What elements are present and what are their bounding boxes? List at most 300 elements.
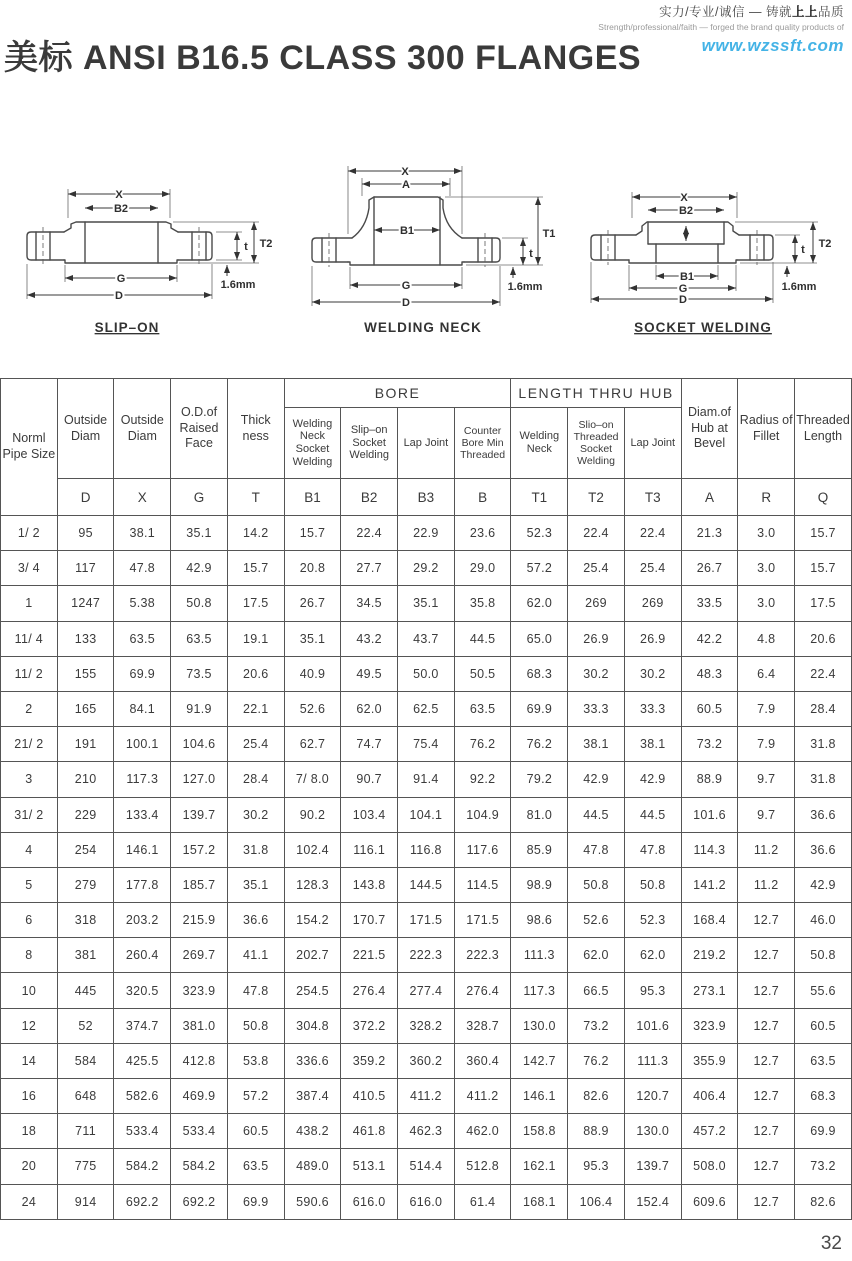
value-cell: 65.0 — [511, 621, 568, 656]
value-cell: 50.8 — [171, 586, 228, 621]
value-cell: 171.5 — [398, 903, 455, 938]
value-cell: 35.1 — [284, 621, 341, 656]
value-cell: 66.5 — [568, 973, 625, 1008]
letter-r: R — [738, 479, 795, 516]
value-cell: 533.4 — [114, 1114, 171, 1149]
value-cell: 79.2 — [511, 762, 568, 797]
value-cell: 47.8 — [114, 551, 171, 586]
value-cell: 26.9 — [568, 621, 625, 656]
value-cell: 336.6 — [284, 1043, 341, 1078]
value-cell: 35.1 — [171, 516, 228, 551]
value-cell: 101.6 — [681, 797, 738, 832]
socket-welding-dim-b1: B1 — [679, 271, 695, 283]
slip-on-dim-d: D — [115, 290, 123, 302]
value-cell: 273.1 — [681, 973, 738, 1008]
value-cell: 584.2 — [114, 1149, 171, 1184]
value-cell: 88.9 — [568, 1114, 625, 1149]
value-cell: 69.9 — [114, 656, 171, 691]
value-cell: 76.2 — [511, 727, 568, 762]
pipe-size-cell: 8 — [1, 938, 58, 973]
value-cell: 104.6 — [171, 727, 228, 762]
value-cell: 69.9 — [227, 1184, 284, 1219]
value-cell: 4.8 — [738, 621, 795, 656]
value-cell: 158.8 — [511, 1114, 568, 1149]
value-cell: 117.6 — [454, 832, 511, 867]
value-cell: 17.5 — [227, 586, 284, 621]
column-header-counter-bore: Counter Bore Min Threaded — [454, 408, 511, 479]
value-cell: 22.4 — [795, 656, 852, 691]
value-cell: 30.2 — [227, 797, 284, 832]
value-cell: 128.3 — [284, 867, 341, 902]
value-cell: 381.0 — [171, 1008, 228, 1043]
letter-t2: T2 — [568, 479, 625, 516]
value-cell: 120.7 — [624, 1079, 681, 1114]
value-cell: 445 — [57, 973, 114, 1008]
value-cell: 582.6 — [114, 1079, 171, 1114]
value-cell: 91.4 — [398, 762, 455, 797]
value-cell: 3.0 — [738, 551, 795, 586]
value-cell: 69.9 — [511, 691, 568, 726]
value-cell: 62.0 — [624, 938, 681, 973]
value-cell: 260.4 — [114, 938, 171, 973]
group-header-bore: BORE — [284, 379, 511, 408]
value-cell: 711 — [57, 1114, 114, 1149]
value-cell: 372.2 — [341, 1008, 398, 1043]
value-cell: 15.7 — [795, 551, 852, 586]
value-cell: 111.3 — [624, 1043, 681, 1078]
letter-q: Q — [795, 479, 852, 516]
pipe-size-cell: 18 — [1, 1114, 58, 1149]
value-cell: 222.3 — [398, 938, 455, 973]
value-cell: 55.6 — [795, 973, 852, 1008]
socket-welding-dim-d: D — [679, 294, 687, 306]
value-cell: 152.4 — [624, 1184, 681, 1219]
value-cell: 42.9 — [171, 551, 228, 586]
value-cell: 462.3 — [398, 1114, 455, 1149]
value-cell: 30.2 — [624, 656, 681, 691]
value-cell: 411.2 — [398, 1079, 455, 1114]
value-cell: 584.2 — [171, 1149, 228, 1184]
table-row — [1, 1079, 852, 1114]
pipe-size-cell: 20 — [1, 1149, 58, 1184]
value-cell: 98.9 — [511, 867, 568, 902]
pipe-size-cell: 31/ 2 — [1, 797, 58, 832]
value-cell: 141.2 — [681, 867, 738, 902]
value-cell: 52 — [57, 1008, 114, 1043]
value-cell: 75.4 — [398, 727, 455, 762]
welding-neck-dim-d: D — [402, 297, 410, 309]
value-cell: 73.2 — [681, 727, 738, 762]
value-cell: 20.6 — [795, 621, 852, 656]
table-body — [1, 516, 852, 1220]
diagram-welding-neck — [312, 166, 555, 335]
value-cell: 57.2 — [227, 1079, 284, 1114]
value-cell: 36.6 — [227, 903, 284, 938]
value-cell: 43.7 — [398, 621, 455, 656]
value-cell: 25.4 — [568, 551, 625, 586]
socket-welding-dim-t: t — [801, 244, 805, 256]
value-cell: 457.2 — [681, 1114, 738, 1149]
value-cell: 90.2 — [284, 797, 341, 832]
table-row — [1, 832, 852, 867]
value-cell: 171.5 — [454, 903, 511, 938]
value-cell: 168.4 — [681, 903, 738, 938]
value-cell: 7.9 — [738, 691, 795, 726]
value-cell: 38.1 — [114, 516, 171, 551]
value-cell: 328.2 — [398, 1008, 455, 1043]
value-cell: 139.7 — [624, 1149, 681, 1184]
value-cell: 63.5 — [227, 1149, 284, 1184]
pipe-size-cell: 4 — [1, 832, 58, 867]
value-cell: 47.8 — [624, 832, 681, 867]
value-cell: 42.2 — [681, 621, 738, 656]
table-header — [1, 379, 852, 516]
value-cell: 36.6 — [795, 797, 852, 832]
value-cell: 9.7 — [738, 762, 795, 797]
value-cell: 323.9 — [681, 1008, 738, 1043]
value-cell: 14.2 — [227, 516, 284, 551]
value-cell: 144.5 — [398, 867, 455, 902]
value-cell: 62.7 — [284, 727, 341, 762]
socket-welding-dim-g: G — [678, 283, 688, 295]
value-cell: 33.3 — [624, 691, 681, 726]
pipe-size-cell: 3/ 4 — [1, 551, 58, 586]
value-cell: 76.2 — [454, 727, 511, 762]
value-cell: 82.6 — [568, 1079, 625, 1114]
value-cell: 84.1 — [114, 691, 171, 726]
value-cell: 95.3 — [568, 1149, 625, 1184]
value-cell: 52.3 — [624, 903, 681, 938]
value-cell: 269 — [624, 586, 681, 621]
group-header-length-thru-hub: LENGTH THRU HUB — [511, 379, 681, 408]
value-cell: 143.8 — [341, 867, 398, 902]
value-cell: 106.4 — [568, 1184, 625, 1219]
letter-b: B — [454, 479, 511, 516]
welding-neck-dim-g: G — [401, 280, 411, 292]
slip-on-dim-x: X — [115, 189, 123, 201]
value-cell: 15.7 — [284, 516, 341, 551]
value-cell: 461.8 — [341, 1114, 398, 1149]
value-cell: 114.3 — [681, 832, 738, 867]
column-header-slip-on-socket-welding: Slip–on Socket Welding — [341, 408, 398, 479]
value-cell: 74.7 — [341, 727, 398, 762]
table-row — [1, 973, 852, 1008]
value-cell: 425.5 — [114, 1043, 171, 1078]
column-header-od-raised-face: O.D.of Raised Face — [171, 379, 228, 479]
value-cell: 360.4 — [454, 1043, 511, 1078]
value-cell: 20.8 — [284, 551, 341, 586]
value-cell: 57.2 — [511, 551, 568, 586]
value-cell: 609.6 — [681, 1184, 738, 1219]
value-cell: 12.7 — [738, 938, 795, 973]
value-cell: 229 — [57, 797, 114, 832]
value-cell: 3.0 — [738, 586, 795, 621]
value-cell: 46.0 — [795, 903, 852, 938]
value-cell: 103.4 — [341, 797, 398, 832]
value-cell: 73.5 — [171, 656, 228, 691]
value-cell: 142.7 — [511, 1043, 568, 1078]
value-cell: 202.7 — [284, 938, 341, 973]
value-cell: 31.8 — [227, 832, 284, 867]
value-cell: 6.4 — [738, 656, 795, 691]
letter-t: T — [227, 479, 284, 516]
value-cell: 155 — [57, 656, 114, 691]
value-cell: 157.2 — [171, 832, 228, 867]
value-cell: 44.5 — [624, 797, 681, 832]
welding-neck-dim-b1: B1 — [399, 225, 415, 237]
value-cell: 12.7 — [738, 973, 795, 1008]
value-cell: 92.2 — [454, 762, 511, 797]
value-cell: 33.3 — [568, 691, 625, 726]
value-cell: 12.7 — [738, 1043, 795, 1078]
value-cell: 111.3 — [511, 938, 568, 973]
column-header-outside-diam-x: Outside Diam — [114, 379, 171, 479]
value-cell: 29.2 — [398, 551, 455, 586]
value-cell: 254 — [57, 832, 114, 867]
value-cell: 38.1 — [624, 727, 681, 762]
table-row — [1, 727, 852, 762]
value-cell: 12.7 — [738, 903, 795, 938]
table-row — [1, 586, 852, 621]
value-cell: 318 — [57, 903, 114, 938]
table-row — [1, 797, 852, 832]
value-cell: 462.0 — [454, 1114, 511, 1149]
brand-website: www.wzssft.com — [701, 36, 844, 56]
value-cell: 412.8 — [171, 1043, 228, 1078]
value-cell: 215.9 — [171, 903, 228, 938]
pipe-size-cell: 21/ 2 — [1, 727, 58, 762]
value-cell: 616.0 — [341, 1184, 398, 1219]
value-cell: 279 — [57, 867, 114, 902]
letter-b1: B1 — [284, 479, 341, 516]
pipe-size-cell: 24 — [1, 1184, 58, 1219]
value-cell: 162.1 — [511, 1149, 568, 1184]
value-cell: 60.5 — [227, 1114, 284, 1149]
value-cell: 35.1 — [398, 586, 455, 621]
column-header-radius-fillet: Radius of Fillet — [738, 379, 795, 479]
value-cell: 254.5 — [284, 973, 341, 1008]
pipe-size-cell: 16 — [1, 1079, 58, 1114]
value-cell: 17.5 — [795, 586, 852, 621]
value-cell: 104.1 — [398, 797, 455, 832]
table-row — [1, 1184, 852, 1219]
value-cell: 22.4 — [341, 516, 398, 551]
value-cell: 775 — [57, 1149, 114, 1184]
value-cell: 90.7 — [341, 762, 398, 797]
value-cell: 22.1 — [227, 691, 284, 726]
value-cell: 22.4 — [568, 516, 625, 551]
value-cell: 73.2 — [795, 1149, 852, 1184]
value-cell: 154.2 — [284, 903, 341, 938]
table-row — [1, 1008, 852, 1043]
value-cell: 23.6 — [454, 516, 511, 551]
value-cell: 47.8 — [568, 832, 625, 867]
value-cell: 88.9 — [681, 762, 738, 797]
value-cell: 406.4 — [681, 1079, 738, 1114]
value-cell: 514.4 — [398, 1149, 455, 1184]
value-cell: 42.9 — [795, 867, 852, 902]
value-cell: 63.5 — [454, 691, 511, 726]
value-cell: 50.8 — [568, 867, 625, 902]
value-cell: 25.4 — [624, 551, 681, 586]
slip-on-caption: SLIP–ON — [94, 320, 160, 335]
value-cell: 139.7 — [171, 797, 228, 832]
value-cell: 146.1 — [511, 1079, 568, 1114]
column-header-slio-on-threaded: Slio–on Threaded Socket Welding — [568, 408, 625, 479]
letter-t1: T1 — [511, 479, 568, 516]
welding-neck-dim-gasket: 1.6mm — [507, 281, 543, 293]
value-cell: 52.3 — [511, 516, 568, 551]
value-cell: 323.9 — [171, 973, 228, 1008]
pipe-size-cell: 14 — [1, 1043, 58, 1078]
value-cell: 360.2 — [398, 1043, 455, 1078]
pipe-size-cell: 11/ 4 — [1, 621, 58, 656]
value-cell: 62.0 — [568, 938, 625, 973]
value-cell: 7.9 — [738, 727, 795, 762]
value-cell: 533.4 — [171, 1114, 228, 1149]
value-cell: 31.8 — [795, 727, 852, 762]
value-cell: 50.8 — [227, 1008, 284, 1043]
value-cell: 11.2 — [738, 832, 795, 867]
value-cell: 60.5 — [795, 1008, 852, 1043]
value-cell: 117.3 — [511, 973, 568, 1008]
value-cell: 177.8 — [114, 867, 171, 902]
pipe-size-cell: 3 — [1, 762, 58, 797]
value-cell: 3.0 — [738, 516, 795, 551]
value-cell: 40.9 — [284, 656, 341, 691]
pipe-size-cell: 6 — [1, 903, 58, 938]
value-cell: 12.7 — [738, 1079, 795, 1114]
column-header-threaded-length: Threaded Length — [795, 379, 852, 479]
value-cell: 48.3 — [681, 656, 738, 691]
socket-welding-caption: SOCKET WELDING — [634, 320, 772, 335]
value-cell: 62.5 — [398, 691, 455, 726]
value-cell: 27.7 — [341, 551, 398, 586]
value-cell: 21.3 — [681, 516, 738, 551]
value-cell: 22.4 — [624, 516, 681, 551]
value-cell: 20.6 — [227, 656, 284, 691]
value-cell: 117.3 — [114, 762, 171, 797]
pipe-size-cell: 1 — [1, 586, 58, 621]
value-cell: 221.5 — [341, 938, 398, 973]
value-cell: 512.8 — [454, 1149, 511, 1184]
value-cell: 11.2 — [738, 867, 795, 902]
value-cell: 203.2 — [114, 903, 171, 938]
value-cell: 33.5 — [681, 586, 738, 621]
value-cell: 34.5 — [341, 586, 398, 621]
value-cell: 35.1 — [227, 867, 284, 902]
value-cell: 44.5 — [568, 797, 625, 832]
value-cell: 62.0 — [511, 586, 568, 621]
value-cell: 117 — [57, 551, 114, 586]
value-cell: 95 — [57, 516, 114, 551]
value-cell: 100.1 — [114, 727, 171, 762]
value-cell: 130.0 — [624, 1114, 681, 1149]
value-cell: 73.2 — [568, 1008, 625, 1043]
table-row — [1, 516, 852, 551]
flange-diagrams-figure — [0, 160, 852, 360]
pipe-size-cell: 5 — [1, 867, 58, 902]
value-cell: 41.1 — [227, 938, 284, 973]
value-cell: 28.4 — [795, 691, 852, 726]
value-cell: 269.7 — [171, 938, 228, 973]
value-cell: 25.4 — [227, 727, 284, 762]
value-cell: 410.5 — [341, 1079, 398, 1114]
value-cell: 127.0 — [171, 762, 228, 797]
table-row — [1, 691, 852, 726]
table-row — [1, 621, 852, 656]
letter-a: A — [681, 479, 738, 516]
table-row — [1, 656, 852, 691]
letter-g: G — [171, 479, 228, 516]
value-cell: 914 — [57, 1184, 114, 1219]
value-cell: 26.7 — [681, 551, 738, 586]
value-cell: 36.6 — [795, 832, 852, 867]
value-cell: 63.5 — [171, 621, 228, 656]
value-cell: 50.8 — [624, 867, 681, 902]
pipe-size-cell: 1/ 2 — [1, 516, 58, 551]
value-cell: 1247 — [57, 586, 114, 621]
value-cell: 38.1 — [568, 727, 625, 762]
value-cell: 63.5 — [114, 621, 171, 656]
value-cell: 12.7 — [738, 1114, 795, 1149]
diagram-socket-welding — [591, 192, 831, 335]
value-cell: 43.2 — [341, 621, 398, 656]
diagram-slip-on — [27, 189, 272, 335]
value-cell: 95.3 — [624, 973, 681, 1008]
page-title: 美标 ANSI B16.5 CLASS 300 FLANGES — [4, 39, 642, 77]
value-cell: 62.0 — [341, 691, 398, 726]
column-header-lap-joint-t3: Lap Joint — [624, 408, 681, 479]
column-header-welding-neck-t1: Welding Neck — [511, 408, 568, 479]
socket-welding-dim-t2: T2 — [818, 238, 832, 250]
value-cell: 52.6 — [284, 691, 341, 726]
table-row — [1, 551, 852, 586]
value-cell: 219.2 — [681, 938, 738, 973]
brand-name: 上上 — [791, 5, 818, 19]
value-cell: 49.5 — [341, 656, 398, 691]
column-header-welding-neck-socket-welding: Welding Neck Socket Welding — [284, 408, 341, 479]
value-cell: 168.1 — [511, 1184, 568, 1219]
value-cell: 328.7 — [454, 1008, 511, 1043]
value-cell: 692.2 — [171, 1184, 228, 1219]
value-cell: 47.8 — [227, 973, 284, 1008]
value-cell: 269 — [568, 586, 625, 621]
value-cell: 116.1 — [341, 832, 398, 867]
value-cell: 222.3 — [454, 938, 511, 973]
value-cell: 52.6 — [568, 903, 625, 938]
welding-neck-dim-t: t — [529, 248, 533, 260]
pipe-size-cell: 11/ 2 — [1, 656, 58, 691]
column-header-lap-joint-b3: Lap Joint — [398, 408, 455, 479]
column-header-diam-hub-bevel: Diam.of Hub at Bevel — [681, 379, 738, 479]
value-cell: 9.7 — [738, 797, 795, 832]
value-cell: 355.9 — [681, 1043, 738, 1078]
slip-on-dim-gasket: 1.6mm — [220, 279, 256, 291]
value-cell: 590.6 — [284, 1184, 341, 1219]
value-cell: 374.7 — [114, 1008, 171, 1043]
value-cell: 116.8 — [398, 832, 455, 867]
value-cell: 387.4 — [284, 1079, 341, 1114]
table-row — [1, 1149, 852, 1184]
value-cell: 26.7 — [284, 586, 341, 621]
letter-t3: T3 — [624, 479, 681, 516]
table-row — [1, 867, 852, 902]
value-cell: 277.4 — [398, 973, 455, 1008]
slip-on-dim-g: G — [116, 273, 126, 285]
table-row — [1, 762, 852, 797]
value-cell: 489.0 — [284, 1149, 341, 1184]
